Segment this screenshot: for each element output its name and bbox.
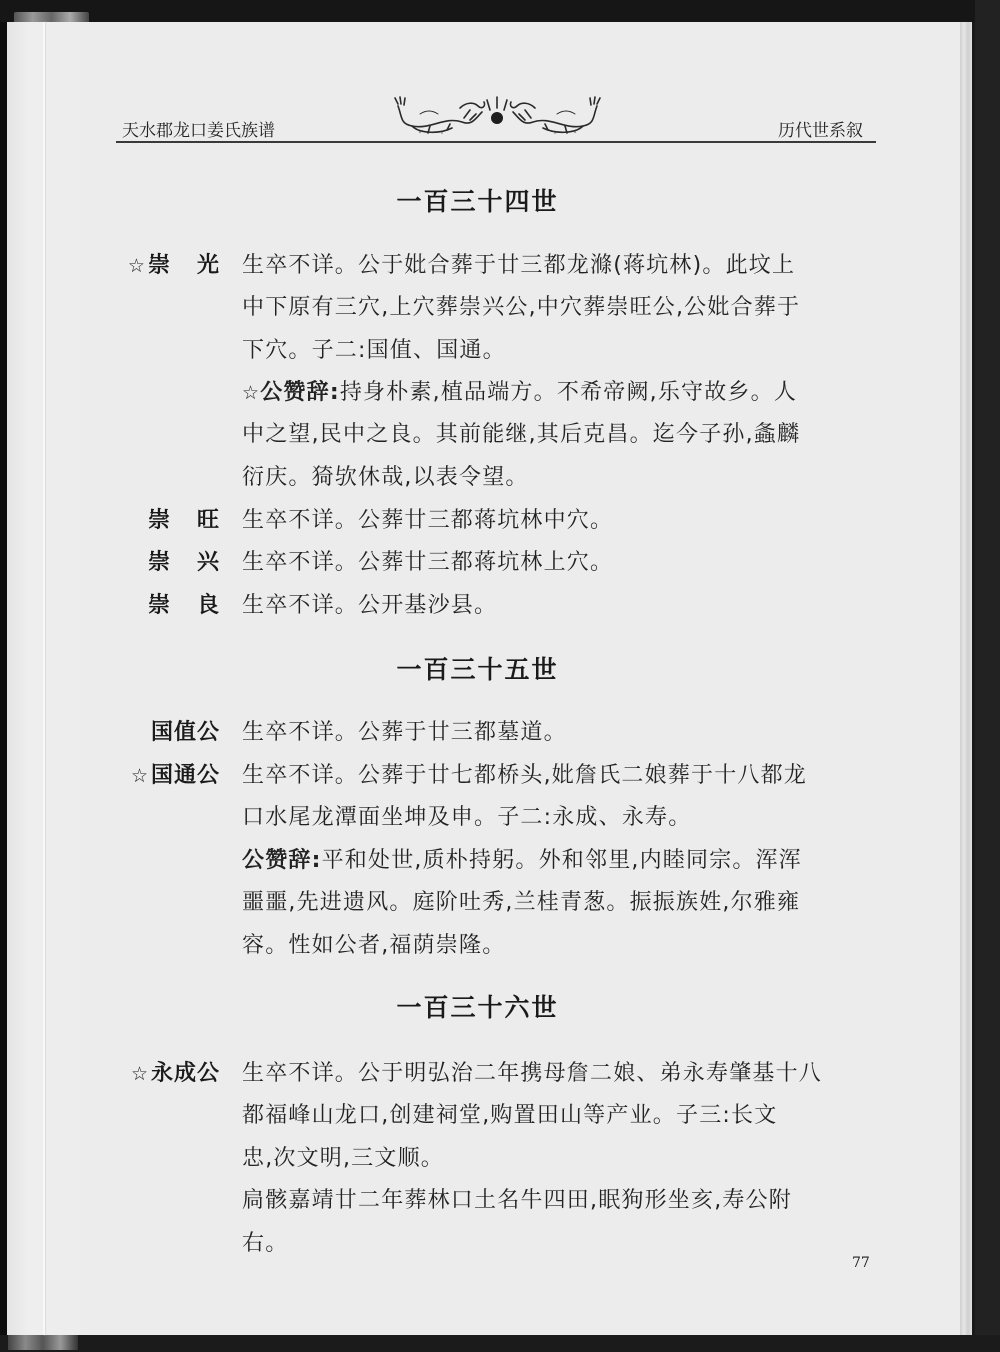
star-marker-icon: ☆ [242,382,261,404]
entry-name-yongcheng: ☆永成公 [130,1061,220,1086]
burial-text-line: 扃骸嘉靖廿二年葬林口土名牛四田,眠狗形坐亥,寿公附 [242,1188,792,1213]
eulogy-line: 中之望,民中之良。其前能继,其后克昌。迄今子孙,螽麟 [242,422,801,447]
entry-text-line: 都福峰山龙口,创建祠堂,购置田山等产业。子三:长文 [242,1103,778,1128]
page-stack-edge [960,22,972,1335]
twin-dragons-ornament-icon [390,96,605,138]
entry-text-line: 口水尾龙潭面坐坤及申。子二:永成、永寿。 [242,805,692,830]
generation-heading: 一百三十五世 [396,655,559,684]
eulogy-line: 公赞辞:平和处世,质朴持躬。外和邻里,内睦同宗。浑浑 [242,848,802,873]
scan-background-bottom [0,1335,1000,1352]
entry-text-line: 生卒不详。公于妣合葬于廿三都龙滌(蒋坑林)。此坟上 [242,253,796,278]
book-title: 天水郡龙口姜氏族谱 [122,121,275,141]
entry-name-chongguang: ☆崇 光 [127,253,220,278]
entry-name-guozhi: 国值公 [150,720,220,745]
eulogy-label: 公赞辞: [260,380,340,405]
star-marker-icon: ☆ [127,255,146,277]
section-title: 历代世系叙 [778,121,863,141]
entry-text-line: 下穴。子二:国值、国通。 [242,338,506,363]
page-number: 77 [852,1255,870,1271]
scan-background-top [0,0,1000,22]
eulogy-label: 公赞辞: [242,848,322,873]
entry-name-chongxing: 崇 兴 [147,550,220,575]
entry-text-line: 忠,次文明,三文顺。 [242,1146,444,1171]
burial-text-line: 右。 [242,1231,289,1256]
generation-heading: 一百三十四世 [396,187,559,216]
star-marker-icon: ☆ [130,765,149,787]
pearl-icon [491,112,503,124]
entry-name-chongwang: 崇 旺 [147,508,220,533]
entry-text-line: 生卒不详。公葬于廿三都墓道。 [242,720,567,745]
entry-text-line: 生卒不详。公葬廿三都蒋坑林中穴。 [242,508,614,533]
entry-text-line: 生卒不详。公开基沙县。 [242,593,498,618]
generation-heading: 一百三十六世 [396,993,559,1022]
entry-text-line: 生卒不详。公葬廿三都蒋坑林上穴。 [242,550,614,575]
entry-text-line: 生卒不详。公葬于廿七都桥头,妣詹氏二娘葬于十八都龙 [242,763,807,788]
eulogy-line: 噩噩,先进遗风。庭阶吐秀,兰桂青葱。振振族姓,尔雅雍 [242,890,801,915]
header-rule [116,141,876,143]
eulogy-line: 容。性如公者,福荫崇隆。 [242,933,506,958]
eulogy-line: 衍庆。猗欤休哉,以表令望。 [242,465,529,490]
entry-text-line: 生卒不详。公于明弘治二年携母詹二娘、弟永寿肇基十八 [242,1061,823,1086]
entry-text-line: 中下原有三穴,上穴葬崇兴公,中穴葬崇旺公,公妣合葬于 [242,295,801,320]
entry-name-chongliang: 崇 良 [147,593,220,618]
entry-name-guotong: ☆国通公 [130,763,220,788]
running-head [110,96,877,144]
eulogy-line: ☆公赞辞:持身朴素,植品端方。不希帝阙,乐守故乡。人 [242,380,798,405]
star-marker-icon: ☆ [130,1063,149,1085]
scan-background-right [975,0,1000,1352]
